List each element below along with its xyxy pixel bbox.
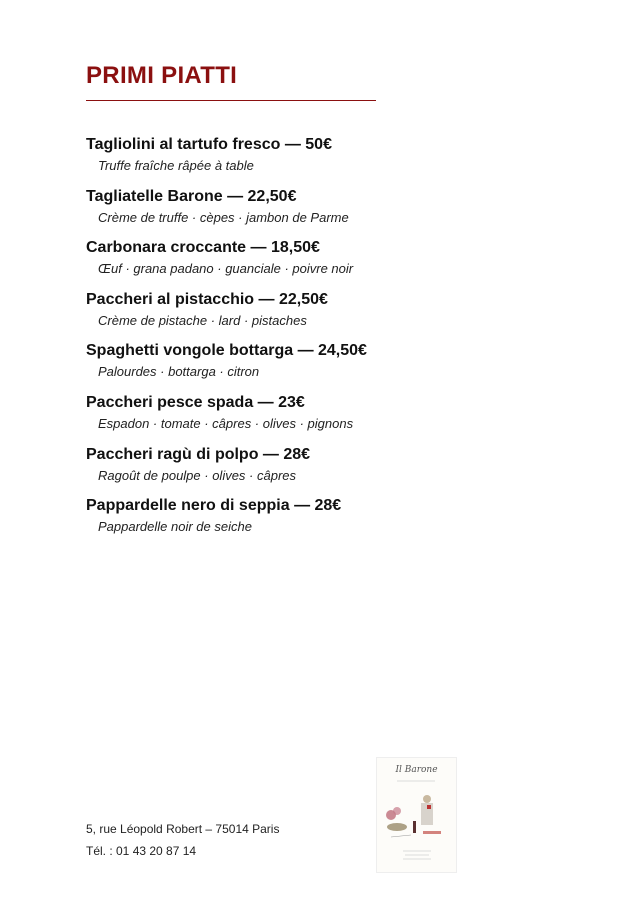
item-name: Tagliolini al tartufo fresco — 50€: [86, 136, 332, 153]
menu-item: [86, 445, 367, 497]
menu-item: [86, 187, 367, 239]
menu-cover-thumbnail: [376, 757, 457, 873]
item-description: Crème de truffe · cèpes · jambon de Parme: [98, 209, 349, 225]
item-name: Carbonara croccante — 18,50€: [86, 239, 320, 257]
item-description: Crème de pistache · lard · pistaches: [98, 312, 307, 328]
menu-item: [86, 393, 367, 445]
item-description: Truffe fraîche râpée à table: [98, 158, 254, 173]
illustration-icon: [377, 775, 456, 865]
item-name: Spaghetti vongole bottarga — 24,50€: [86, 342, 367, 360]
restaurant-logo: Il Barone: [395, 765, 438, 775]
item-description: Pappardelle noir de seiche: [98, 519, 252, 535]
address: 5, rue Léopold Robert – 75014 Paris: [86, 822, 280, 836]
item-name: Paccheri pesce spada — 23€: [86, 393, 305, 411]
item-name: Pappardelle nero di seppia — 28€: [86, 497, 342, 515]
menu-list: [86, 135, 367, 548]
footer-contact: [86, 818, 279, 862]
item-name: Paccheri ragù di polpo — 28€: [86, 445, 311, 463]
menu-item: [86, 341, 367, 393]
item-description: Œuf · grana padano · guanciale · poivre noir: [98, 261, 354, 277]
item-name: Tagliatelle Barone — 22,50€: [86, 187, 297, 205]
item-description: Espadon · tomate · câpres · olives · pignons: [98, 415, 354, 431]
menu-item: [86, 496, 367, 548]
page-title: PRIMI PIATTI: [86, 62, 238, 89]
menu-item: [86, 238, 367, 290]
phone: Tél. : 01 43 20 87 14: [86, 844, 197, 858]
menu-item: [86, 135, 367, 187]
menu-item: [86, 290, 367, 342]
item-description: Palourdes · bottarga · citron: [98, 364, 260, 380]
item-name: Paccheri al pistacchio — 22,50€: [86, 290, 328, 308]
item-description: Ragoût de poulpe · olives · câpres: [98, 467, 297, 483]
title-divider: [86, 100, 376, 101]
